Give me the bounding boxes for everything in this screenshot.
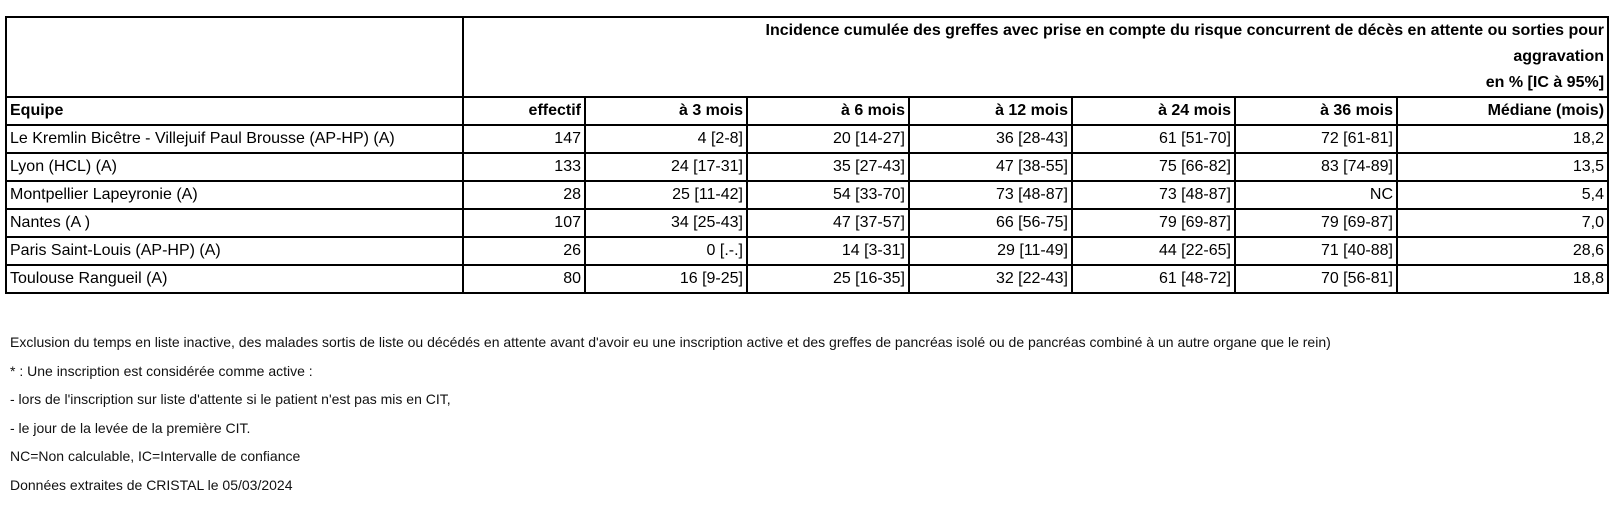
header-row [6, 97, 1608, 125]
table-row [6, 265, 1608, 293]
footnote-exclusion: Exclusion du temps en liste inactive, des malades sortis de liste ou décédés en attente avant d'avoir eu une inscription active et des greffes de pancréas isolé ou de pancréas combiné à un autre organe que le rein) [10, 334, 1331, 350]
cell-6-mois: 54 [33-70] [747, 181, 909, 209]
incidence-table [5, 16, 1609, 294]
table-title-line-1: Incidence cumulée des greffes avec prise en compte du risque concurrent de décès en attente ou sorties pour [765, 22, 1605, 39]
cell-equipe: Lyon (HCL) (A) [6, 153, 463, 181]
cell-6-mois: 35 [27-43] [747, 153, 909, 181]
cell-equipe: Nantes (A ) [6, 209, 463, 237]
cell-36-mois: 83 [74-89] [1235, 153, 1397, 181]
title-row [6, 17, 1608, 97]
cell-36-mois: NC [1235, 181, 1397, 209]
cell-12-mois: 66 [56-75] [909, 209, 1072, 237]
cell-3-mois: 24 [17-31] [585, 153, 747, 181]
cell-mediane: 18,8 [1397, 265, 1608, 293]
cell-24-mois: 61 [51-70] [1072, 125, 1235, 153]
footnotes [10, 328, 1331, 499]
table-row [6, 181, 1608, 209]
cell-6-mois: 47 [37-57] [747, 209, 909, 237]
cell-equipe: Le Kremlin Bicêtre - Villejuif Paul Brousse (AP-HP) (A) [6, 125, 463, 153]
table-row [6, 237, 1608, 265]
header-36-mois: à 36 mois [1235, 97, 1397, 125]
cell-effectif: 107 [463, 209, 585, 237]
header-equipe: Equipe [6, 97, 463, 125]
footnote-active-case-1: - lors de l'inscription sur liste d'attente si le patient n'est pas mis en CIT, [10, 391, 451, 407]
header-12-mois: à 12 mois [909, 97, 1072, 125]
table-title-line-3: en % [IC à 95%] [1485, 74, 1605, 91]
header-mediane: Médiane (mois) [1397, 97, 1608, 125]
title-blank-cell [6, 17, 463, 97]
cell-36-mois: 71 [40-88] [1235, 237, 1397, 265]
cell-6-mois: 20 [14-27] [747, 125, 909, 153]
cell-6-mois: 14 [3-31] [747, 237, 909, 265]
table-title [463, 17, 1608, 97]
cell-effectif: 26 [463, 237, 585, 265]
header-3-mois: à 3 mois [585, 97, 747, 125]
cell-3-mois: 0 [.-.] [585, 237, 747, 265]
footnote-abbreviations: NC=Non calculable, IC=Intervalle de confiance [10, 448, 301, 464]
cell-12-mois: 32 [22-43] [909, 265, 1072, 293]
table-row [6, 125, 1608, 153]
cell-12-mois: 36 [28-43] [909, 125, 1072, 153]
cell-effectif: 28 [463, 181, 585, 209]
cell-3-mois: 34 [25-43] [585, 209, 747, 237]
cell-equipe: Montpellier Lapeyronie (A) [6, 181, 463, 209]
cell-12-mois: 47 [38-55] [909, 153, 1072, 181]
cell-mediane: 5,4 [1397, 181, 1608, 209]
cell-effectif: 80 [463, 265, 585, 293]
cell-24-mois: 75 [66-82] [1072, 153, 1235, 181]
cell-24-mois: 44 [22-65] [1072, 237, 1235, 265]
cell-3-mois: 25 [11-42] [585, 181, 747, 209]
footnote-source: Données extraites de CRISTAL le 05/03/2024 [10, 476, 293, 493]
cell-12-mois: 29 [11-49] [909, 237, 1072, 265]
header-24-mois: à 24 mois [1072, 97, 1235, 125]
table-title-line-2: aggravation [1513, 48, 1605, 65]
cell-mediane: 7,0 [1397, 209, 1608, 237]
header-effectif: effectif [463, 97, 585, 125]
cell-mediane: 28,6 [1397, 237, 1608, 265]
cell-36-mois: 70 [56-81] [1235, 265, 1397, 293]
cell-3-mois: 16 [9-25] [585, 265, 747, 293]
cell-mediane: 18,2 [1397, 125, 1608, 153]
table-row [6, 209, 1608, 237]
cell-24-mois: 79 [69-87] [1072, 209, 1235, 237]
cell-24-mois: 73 [48-87] [1072, 181, 1235, 209]
header-6-mois: à 6 mois [747, 97, 909, 125]
footnote-active-case-2: - le jour de la levée de la première CIT. [10, 419, 251, 436]
cell-12-mois: 73 [48-87] [909, 181, 1072, 209]
cell-3-mois: 4 [2-8] [585, 125, 747, 153]
cell-36-mois: 72 [61-81] [1235, 125, 1397, 153]
cell-effectif: 147 [463, 125, 585, 153]
cell-equipe: Paris Saint-Louis (AP-HP) (A) [6, 237, 463, 265]
cell-6-mois: 25 [16-35] [747, 265, 909, 293]
table-row [6, 153, 1608, 181]
cell-mediane: 13,5 [1397, 153, 1608, 181]
cell-effectif: 133 [463, 153, 585, 181]
cell-24-mois: 61 [48-72] [1072, 265, 1235, 293]
cell-36-mois: 79 [69-87] [1235, 209, 1397, 237]
cell-equipe: Toulouse Rangueil (A) [6, 265, 463, 293]
footnote-active-definition: * : Une inscription est considérée comme active : [10, 362, 313, 379]
